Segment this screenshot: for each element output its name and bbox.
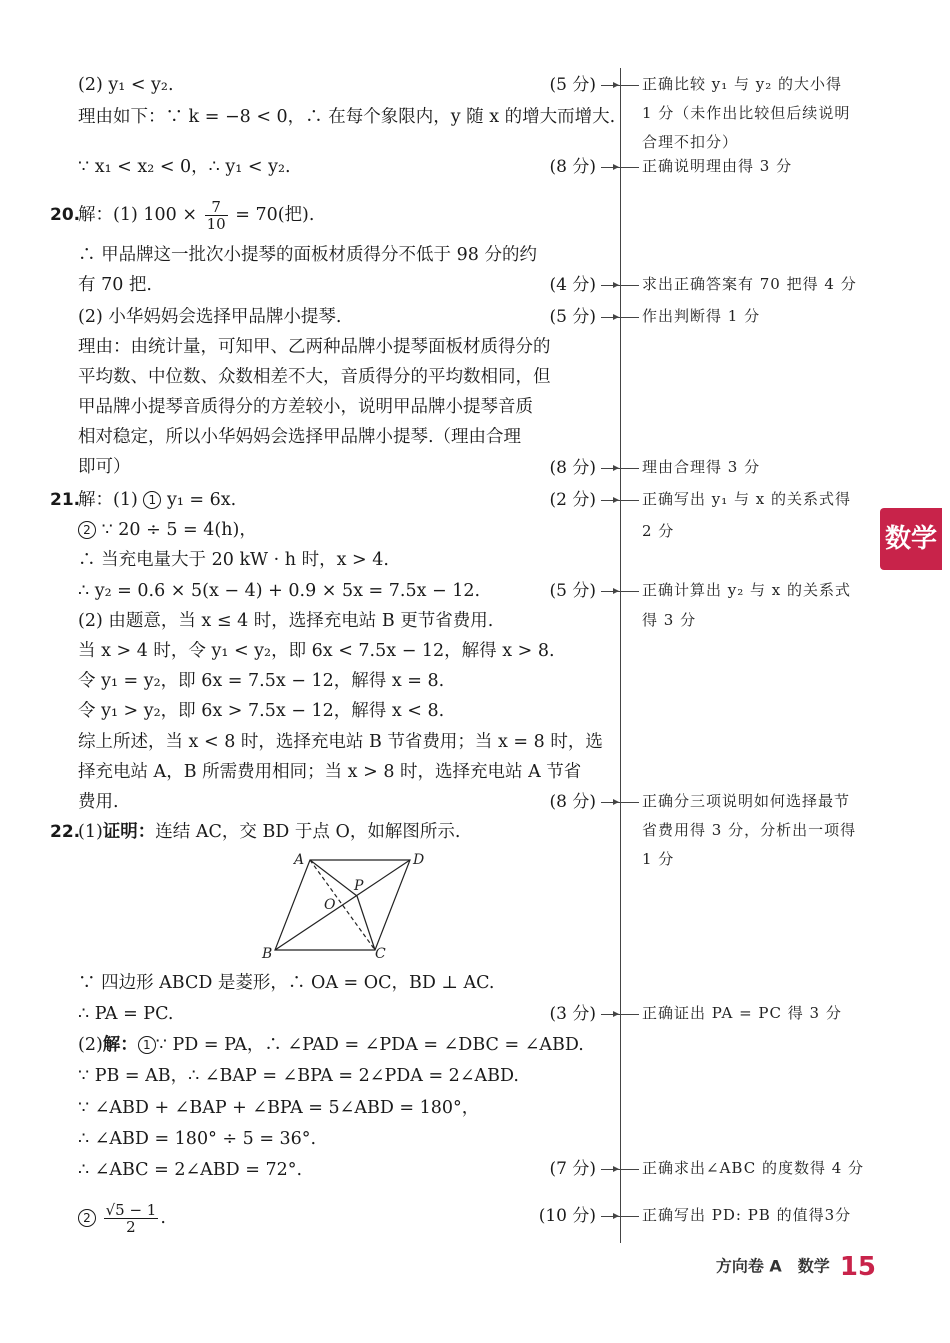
score-label: (10 分) <box>538 1206 596 1226</box>
score-label: (7 分) <box>549 1159 596 1179</box>
denominator: 2 <box>126 1218 136 1236</box>
text-line: 令 y₁ = y₂，即 6x = 7.5x − 12，解得 x = 8. <box>78 671 445 691</box>
text-line: (2) 由题意，当 x ≤ 4 时，选择充电站 B 更节省费用. <box>78 611 494 631</box>
text-line-q20-1 <box>78 198 314 232</box>
connector-arrow <box>601 74 639 96</box>
text: . <box>160 1208 166 1228</box>
question-number-22: 22. <box>50 822 81 842</box>
numerator: 7 <box>205 199 228 216</box>
circled-number: 2 <box>78 1209 96 1227</box>
text: (1) <box>78 822 103 842</box>
text-line <box>78 821 460 843</box>
text: 连结 AC，交 BD 于点 O，如解图所示. <box>155 822 461 842</box>
circled-number: 1 <box>143 491 161 509</box>
grading-note: 正确说明理由得 3 分 <box>642 157 793 175</box>
connector-arrow <box>601 457 639 479</box>
grading-note: 正确求出∠ABC 的度数得 4 分 <box>642 1159 865 1177</box>
label-c: C <box>375 946 386 962</box>
grading-note: 理由合理得 3 分 <box>642 458 761 476</box>
text-line: 即可） <box>78 457 131 477</box>
text: 解：(1) 100 × <box>78 205 197 225</box>
page-footer <box>716 1252 876 1282</box>
text-line: 当 x > 4 时，令 y₁ < y₂，即 6x < 7.5x − 12，解得 x > 8. <box>78 641 555 661</box>
question-number-21: 21. <box>50 490 81 510</box>
text-line: ∵ PB = AB，∴ ∠BAP = ∠BPA = 2∠PDA = 2∠ABD. <box>78 1066 519 1086</box>
subject-tab: 数学 <box>880 508 942 570</box>
grading-note: 合理不扣分） <box>642 133 739 151</box>
grading-note: 正确比较 y₁ 与 y₂ 的大小得 <box>642 75 843 93</box>
score-label: (8 分) <box>549 792 596 812</box>
fraction <box>205 199 228 232</box>
connector-arrow <box>601 580 639 602</box>
grading-note: 得 3 分 <box>642 611 697 629</box>
label-o: O <box>324 897 336 913</box>
text-line: ∴ PA = PC. <box>78 1004 174 1024</box>
text-line: 令 y₁ > y₂，即 6x > 7.5x − 12，解得 x < 8. <box>78 701 445 721</box>
grading-note: 作出判断得 1 分 <box>642 307 761 325</box>
text-line: ∴ y₂ = 0.6 × 5(x − 4) + 0.9 × 5x = 7.5x − 12. <box>78 581 481 601</box>
text-line: ∴ ∠ABD = 180° ÷ 5 = 36°. <box>78 1129 317 1149</box>
text-line <box>78 519 257 541</box>
text: ∵ 20 ÷ 5 = 4(h)， <box>101 520 257 540</box>
rhombus-diagram <box>260 850 430 962</box>
connector-arrow <box>601 156 639 178</box>
page-number: 15 <box>839 1252 876 1282</box>
text-line: 理由如下：∵ k = −8 < 0，∴ 在每个象限内，y 随 x 的增大而增大. <box>78 107 616 127</box>
grading-note: 求出正确答案有 70 把得 4 分 <box>642 275 857 293</box>
text-line: ∴ ∠ABC = 2∠ABD = 72°. <box>78 1160 303 1180</box>
text-line: 择充电站 A，B 所需费用相同；当 x > 8 时，选择充电站 A 节省 <box>78 762 582 782</box>
text-line: 有 70 把. <box>78 275 152 295</box>
text-line: ∵ ∠ABD + ∠BAP + ∠BPA = 5∠ABD = 180°， <box>78 1098 480 1118</box>
numerator: √5 − 1 <box>105 1201 157 1219</box>
score-label: (4 分) <box>549 275 596 295</box>
segment-ap <box>310 860 357 896</box>
fraction <box>104 1202 159 1235</box>
text: ∵ PD = PA，∴ ∠PAD = ∠PDA = ∠DBC = ∠ABD. <box>155 1035 584 1055</box>
question-number-20: 20. <box>50 205 81 225</box>
text-line: 甲品牌小提琴音质得分的方差较小，说明甲品牌小提琴音质 <box>78 397 533 417</box>
score-label: (3 分) <box>549 1004 596 1024</box>
text-line: ∵ 四边形 ABCD 是菱形，∴ OA = OC，BD ⊥ AC. <box>78 973 495 993</box>
text-line <box>78 489 236 511</box>
score-label: (5 分) <box>549 307 596 327</box>
text-line: ∵ x₁ < x₂ < 0，∴ y₁ < y₂. <box>78 157 291 177</box>
margin-divider <box>620 68 621 1243</box>
label-solution: 解： <box>102 1035 138 1055</box>
label-proof: 证明： <box>102 822 156 842</box>
grading-note: 正确写出 y₁ 与 x 的关系式得 <box>642 490 852 508</box>
connector-arrow <box>601 489 639 511</box>
connector-arrow <box>601 1205 639 1227</box>
grading-note: 正确计算出 y₂ 与 x 的关系式 <box>642 581 852 599</box>
score-label: (5 分) <box>549 75 596 95</box>
text-line: 理由：由统计量，可知甲、乙两种品牌小提琴面板材质得分的 <box>78 337 551 357</box>
text-line: ∴ 甲品牌这一批次小提琴的面板材质得分不低于 98 分的约 <box>78 245 537 265</box>
score-label: (5 分) <box>549 581 596 601</box>
text-line: ∴ 当充电量大于 20 kW · h 时，x > 4. <box>78 550 389 570</box>
connector-arrow <box>601 1158 639 1180</box>
circled-number: 2 <box>78 521 96 539</box>
text-line: (2) y₁ < y₂. <box>78 75 174 95</box>
text-line: 平均数、中位数、众数相差不大，音质得分的平均数相同，但 <box>78 367 551 387</box>
circled-number: 1 <box>138 1036 156 1054</box>
diagonal-bd <box>275 860 410 950</box>
grading-note: 1 分 <box>642 850 675 868</box>
text-line <box>78 1034 584 1056</box>
segment-pc <box>357 896 375 950</box>
connector-arrow <box>601 791 639 813</box>
text-line: 费用. <box>78 792 119 812</box>
text-line <box>78 1200 166 1236</box>
label-d: D <box>413 852 425 868</box>
text-line: (2) 小华妈妈会选择甲品牌小提琴. <box>78 307 342 327</box>
connector-arrow <box>601 274 639 296</box>
connector-arrow <box>601 306 639 328</box>
text: 解：(1) <box>78 490 138 510</box>
grading-note: 正确证出 PA = PC 得 3 分 <box>642 1004 842 1022</box>
grading-note: 正确写出 PD: PB 的值得3分 <box>642 1206 852 1224</box>
score-label: (8 分) <box>549 157 596 177</box>
score-label: (8 分) <box>549 458 596 478</box>
denominator: 10 <box>206 215 226 233</box>
footer-text: 方向卷 A 数学 <box>715 1256 830 1276</box>
text-line: 相对稳定，所以小华妈妈会选择甲品牌小提琴.（理由合理 <box>78 427 522 447</box>
grading-note: 2 分 <box>642 522 675 540</box>
label-a: A <box>294 852 305 868</box>
label-b: B <box>262 946 273 962</box>
text: = 70(把). <box>235 205 315 225</box>
text: y₁ = 6x. <box>166 490 237 510</box>
text: (2) <box>78 1035 103 1055</box>
grading-note: 正确分三项说明如何选择最节 <box>642 792 851 810</box>
score-label: (2 分) <box>549 490 596 510</box>
connector-arrow <box>601 1003 639 1025</box>
label-p: P <box>354 878 364 894</box>
grading-note: 省费用得 3 分，分析出一项得 <box>642 821 857 839</box>
text-line: 综上所述，当 x < 8 时，选择充电站 B 节省费用；当 x = 8 时，选 <box>78 732 603 752</box>
grading-note: 1 分（未作出比较但后续说明 <box>642 104 851 122</box>
